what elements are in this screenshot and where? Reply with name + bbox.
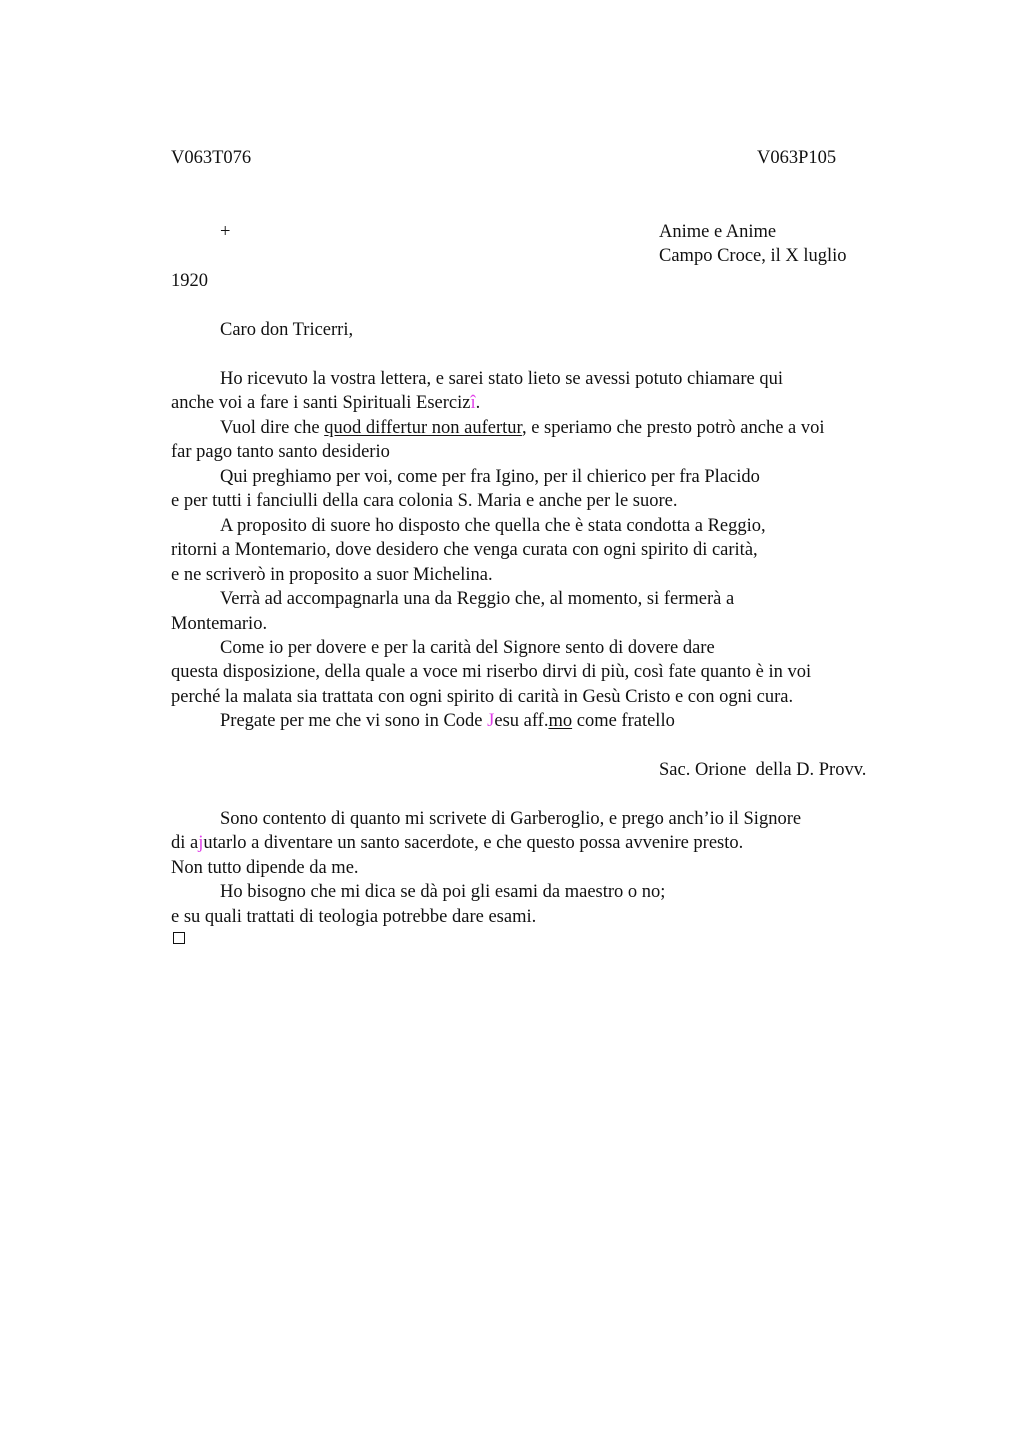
body-line: A proposito di suore ho disposto che quella che è stata condotta a Reggio, xyxy=(220,516,766,536)
body-line: questa disposizione, della quale a voce mi riserbo dirvi di più, così fate quanto è in voi xyxy=(171,662,812,682)
text-run: come fratello xyxy=(572,711,675,731)
text-run: esu aff. xyxy=(494,711,549,731)
text-run: , e speriamo che presto potrò anche a voi xyxy=(521,418,825,438)
text-run: di a xyxy=(171,833,199,853)
underlined-abbreviation: mo xyxy=(548,711,573,731)
body-line: Montemario. xyxy=(171,614,268,634)
text-run: utarlo a diventare un santo sacerdote, e che questo possa avvenire presto. xyxy=(203,833,744,853)
text-run: anche voi a fare i santi Spirituali Eserciz xyxy=(171,393,471,413)
postscript-line xyxy=(171,831,743,855)
text-run: Vuol dire che xyxy=(220,418,325,438)
end-mark-box-icon xyxy=(173,932,185,944)
body-line: Qui preghiamo per voi, come per fra Igino, per il chierico per fra Placido xyxy=(220,467,760,487)
body-line xyxy=(171,391,480,415)
highlighted-char: î xyxy=(470,393,476,413)
cross-mark: + xyxy=(220,222,231,242)
body-line: Come io per dovere e per la carità del Signore sento di dovere dare xyxy=(220,638,715,658)
text-run: . xyxy=(475,393,481,413)
body-line: Verrà ad accompagnarla una da Reggio che, al momento, si fermerà a xyxy=(220,589,735,609)
highlighted-char: J xyxy=(487,711,495,731)
body-line xyxy=(220,416,825,440)
postscript-line: e su quali trattati di teologia potrebbe dare esami. xyxy=(171,907,537,927)
signature: Sac. Orione della D. Provv. xyxy=(659,760,867,780)
postscript-line: Sono contento di quanto mi scrivete di Garberoglio, e prego anch’io il Signore xyxy=(220,809,802,829)
latin-phrase: quod differtur non aufertur xyxy=(324,418,522,438)
document-code-left: V063T076 xyxy=(171,148,252,168)
body-line: far pago tanto santo desiderio xyxy=(171,442,390,462)
highlighted-char: j xyxy=(198,833,204,853)
body-line: Ho ricevuto la vostra lettera, e sarei stato lieto se avessi potuto chiamare qui xyxy=(220,369,784,389)
document-code-right: V063P105 xyxy=(757,148,837,168)
body-line xyxy=(220,709,675,733)
body-line: e ne scriverò in proposito a suor Michelina. xyxy=(171,565,493,585)
postscript-line: Non tutto dipende da me. xyxy=(171,858,359,878)
body-line: e per tutti i fanciulli della cara colonia S. Maria e anche per le suore. xyxy=(171,491,678,511)
body-line: perché la malata sia trattata con ogni spirito di carità in Gesù Cristo e con ogni cura. xyxy=(171,687,794,707)
body-line: ritorni a Montemario, dove desidero che venga curata con ogni spirito di carità, xyxy=(171,540,758,560)
salutation: Caro don Tricerri, xyxy=(220,320,354,340)
motto: Anime e Anime xyxy=(659,222,777,242)
text-run: Pregate per me che vi sono in Code xyxy=(220,711,488,731)
year: 1920 xyxy=(171,271,208,291)
place-date: Campo Croce, il X luglio xyxy=(659,246,847,266)
postscript-line: Ho bisogno che mi dica se dà poi gli esami da maestro o no; xyxy=(220,882,666,902)
